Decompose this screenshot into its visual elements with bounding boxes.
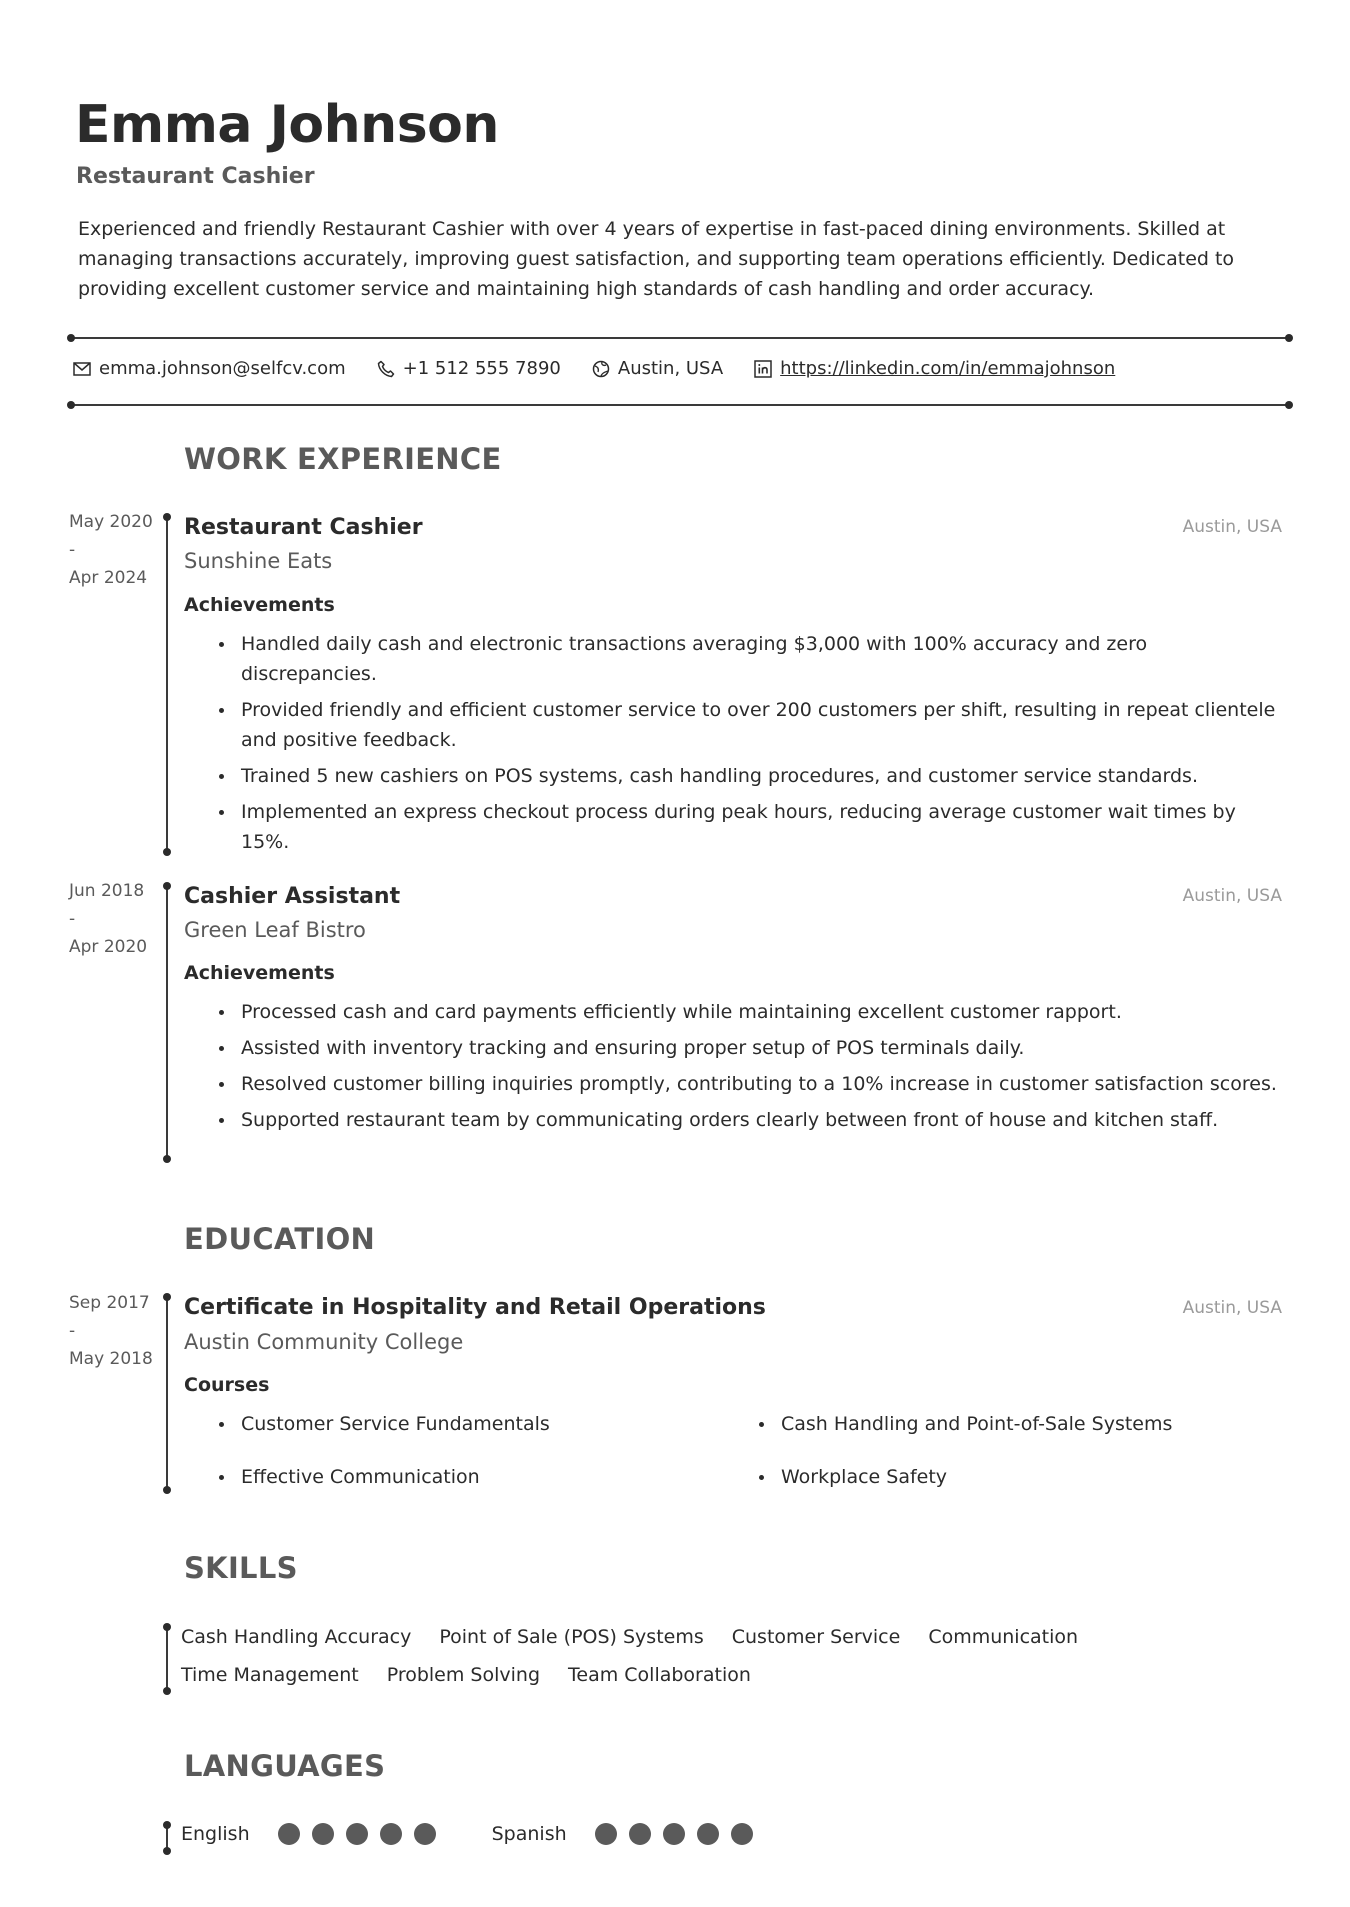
skills-row-2 bbox=[181, 1664, 779, 1686]
proficiency-dot bbox=[346, 1823, 368, 1845]
job-2-timeline bbox=[166, 885, 168, 1160]
education-school: Austin Community College bbox=[184, 1330, 464, 1354]
job-2-end: Apr 2020 bbox=[69, 937, 148, 957]
job-1-end: Apr 2024 bbox=[69, 568, 148, 588]
list-item: Handled daily cash and electronic transactions averaging $3,000 with 100% accuracy and zero discrepancies. bbox=[241, 629, 1281, 689]
education-dates bbox=[69, 1289, 153, 1373]
proficiency-dot bbox=[380, 1823, 402, 1845]
job-2-sep: - bbox=[69, 909, 76, 929]
list-item: Implemented an express checkout process during peak hours, reducing average customer wait times by 15%. bbox=[241, 797, 1281, 857]
candidate-title: Restaurant Cashier bbox=[76, 164, 315, 189]
skill-item: Time Management bbox=[181, 1664, 359, 1686]
language-spanish: Spanish bbox=[491, 1823, 567, 1845]
list-item: Supported restaurant team by communicating orders clearly between front of house and kitchen staff. bbox=[241, 1105, 1281, 1135]
languages-heading: LANGUAGES bbox=[184, 1749, 386, 1783]
courses-heading: Courses bbox=[184, 1374, 270, 1396]
skills-heading: SKILLS bbox=[184, 1551, 298, 1585]
job-2-company: Green Leaf Bistro bbox=[184, 918, 366, 942]
contact-location bbox=[591, 358, 723, 379]
course-item: Cash Handling and Point-of-Sale Systems bbox=[781, 1409, 1172, 1439]
profile-summary: Experienced and friendly Restaurant Cashier with over 4 years of expertise in fast-paced dining environments. Skilled at managing transactions accurately, improving guest satisfaction, and supporting team operations efficiently. Dedicated to providing excellent customer service and maintaining high standards of cash handling and order accuracy. bbox=[78, 218, 1235, 300]
skill-item: Customer Service bbox=[731, 1626, 901, 1648]
course-item: Workplace Safety bbox=[781, 1462, 947, 1492]
linkedin-link[interactable]: https://linkedin.com/in/emmajohnson bbox=[780, 358, 1116, 379]
course-item: Customer Service Fundamentals bbox=[241, 1409, 550, 1439]
proficiency-dot bbox=[312, 1823, 334, 1845]
education-end: May 2018 bbox=[69, 1349, 153, 1369]
linkedin-icon bbox=[753, 359, 773, 379]
job-1-sep: - bbox=[69, 540, 76, 560]
proficiency-dot bbox=[414, 1823, 436, 1845]
list-item: Processed cash and card payments efficiently while maintaining excellent customer rapport. bbox=[241, 997, 1281, 1027]
language-english: English bbox=[181, 1823, 250, 1845]
skill-item: Cash Handling Accuracy bbox=[181, 1626, 412, 1648]
skill-item: Problem Solving bbox=[386, 1664, 541, 1686]
list-item: Resolved customer billing inquiries promptly, contributing to a 10% increase in customer satisfaction scores. bbox=[241, 1069, 1281, 1099]
phone-text: +1 512 555 7890 bbox=[402, 358, 561, 379]
envelope-icon bbox=[72, 359, 92, 379]
course-item: Effective Communication bbox=[241, 1462, 480, 1492]
list-item: Provided friendly and efficient customer service to over 200 customers per shift, resulting in repeat clientele and positive feedback. bbox=[241, 695, 1281, 755]
location-text: Austin, USA bbox=[617, 358, 724, 379]
proficiency-dot bbox=[629, 1823, 651, 1845]
contact-phone[interactable] bbox=[376, 358, 561, 379]
job-2-title: Cashier Assistant bbox=[184, 884, 401, 909]
candidate-name: Emma Johnson bbox=[75, 95, 499, 155]
job-1-title: Restaurant Cashier bbox=[184, 515, 423, 540]
work-experience-heading: WORK EXPERIENCE bbox=[184, 442, 502, 476]
language-english-level bbox=[278, 1823, 448, 1845]
education-start: Sep 2017 bbox=[69, 1293, 150, 1313]
job-1-timeline bbox=[166, 516, 168, 853]
job-1-dates bbox=[69, 508, 153, 592]
job-1-location: Austin, USA bbox=[1182, 517, 1282, 537]
phone-icon bbox=[376, 359, 396, 379]
skill-item: Team Collaboration bbox=[568, 1664, 751, 1686]
languages-timeline bbox=[166, 1824, 168, 1852]
job-1-start: May 2020 bbox=[69, 512, 153, 532]
job-2-achievements-heading: Achievements bbox=[184, 962, 335, 984]
languages-row bbox=[181, 1823, 809, 1845]
job-2-start: Jun 2018 bbox=[69, 881, 145, 901]
job-1-company: Sunshine Eats bbox=[184, 549, 333, 573]
skills-row-1 bbox=[181, 1626, 1106, 1648]
skill-item: Communication bbox=[928, 1626, 1079, 1648]
globe-icon bbox=[591, 359, 611, 379]
contact-email[interactable] bbox=[72, 358, 346, 379]
proficiency-dot bbox=[663, 1823, 685, 1845]
job-2-dates bbox=[69, 877, 147, 961]
job-1-achievements bbox=[241, 629, 1281, 863]
proficiency-dot bbox=[731, 1823, 753, 1845]
proficiency-dot bbox=[595, 1823, 617, 1845]
education-title: Certificate in Hospitality and Retail Operations bbox=[184, 1295, 766, 1320]
contact-bar bbox=[72, 358, 1145, 379]
proficiency-dot bbox=[697, 1823, 719, 1845]
list-item: Trained 5 new cashiers on POS systems, cash handling procedures, and customer service standards. bbox=[241, 761, 1281, 791]
education-heading: EDUCATION bbox=[184, 1222, 376, 1256]
education-location: Austin, USA bbox=[1182, 1298, 1282, 1318]
language-spanish-level bbox=[595, 1823, 765, 1845]
job-2-location: Austin, USA bbox=[1182, 886, 1282, 906]
top-divider bbox=[70, 337, 1290, 339]
education-sep: - bbox=[69, 1321, 76, 1341]
job-1-achievements-heading: Achievements bbox=[184, 594, 335, 616]
proficiency-dot bbox=[278, 1823, 300, 1845]
list-item: Assisted with inventory tracking and ensuring proper setup of POS terminals daily. bbox=[241, 1033, 1281, 1063]
skills-timeline bbox=[166, 1626, 168, 1692]
job-2-achievements bbox=[241, 997, 1281, 1141]
email-text: emma.johnson@selfcv.com bbox=[99, 358, 346, 379]
bottom-divider bbox=[70, 404, 1290, 406]
education-timeline bbox=[166, 1296, 168, 1491]
skill-item: Point of Sale (POS) Systems bbox=[439, 1626, 704, 1648]
contact-linkedin[interactable] bbox=[753, 358, 1115, 379]
